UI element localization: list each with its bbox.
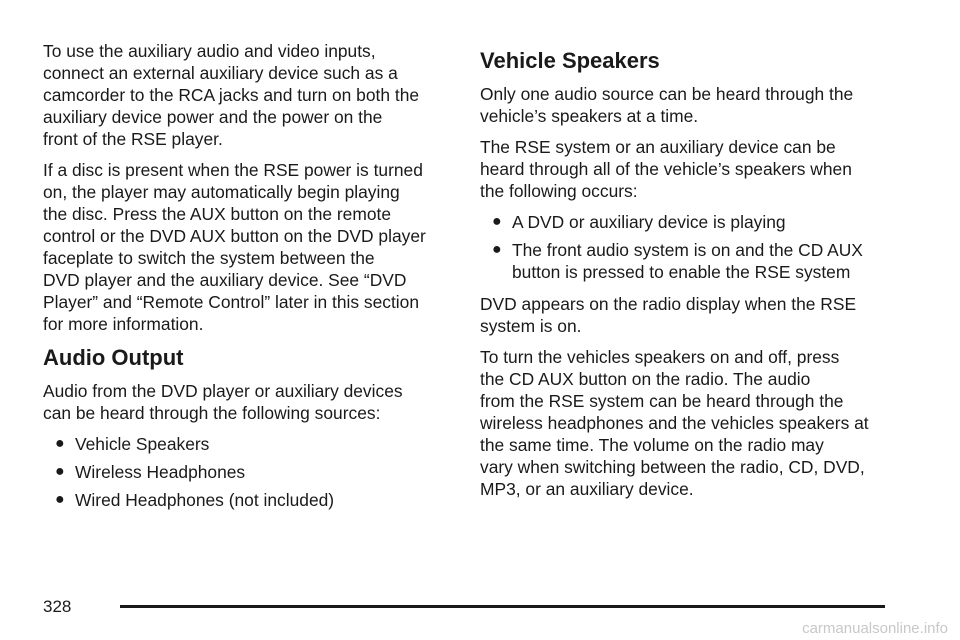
text-line: heard through all of the vehicle’s speakers when bbox=[480, 159, 852, 179]
disc-paragraph bbox=[43, 159, 453, 335]
text-line: DVD appears on the radio display when the RSE bbox=[480, 294, 857, 314]
text-line: wireless headphones and the vehicles speakers at bbox=[480, 413, 869, 433]
page-number: 328 bbox=[43, 597, 72, 616]
text-line: Only one audio source can be heard through the bbox=[480, 84, 854, 104]
intro-paragraph bbox=[43, 40, 453, 150]
list-item-text: A DVD or auxiliary device is playing bbox=[512, 212, 786, 232]
text-line: The RSE system or an auxiliary device can be bbox=[480, 137, 836, 157]
audio-output-heading: Audio Output bbox=[43, 345, 184, 370]
text-line: connect an external auxiliary device such as a bbox=[43, 63, 398, 83]
text-line: control or the DVD AUX button on the DVD player bbox=[43, 226, 426, 246]
text-line: the same time. The volume on the radio may bbox=[480, 435, 824, 455]
list-item-text: Vehicle Speakers bbox=[75, 434, 210, 454]
text-line: on, the player may automatically begin playing bbox=[43, 182, 400, 202]
text-line: the disc. Press the AUX button on the remote bbox=[43, 204, 392, 224]
text-line: auxiliary device power and the power on the bbox=[43, 107, 383, 127]
list-item bbox=[43, 461, 453, 483]
bullet-icon: ● bbox=[55, 463, 65, 480]
conditions-list bbox=[480, 211, 900, 283]
text-line: the following occurs: bbox=[480, 181, 638, 201]
list-item-text: Wireless Headphones bbox=[75, 462, 246, 482]
bullet-icon: ● bbox=[55, 435, 65, 452]
list-item bbox=[480, 239, 900, 283]
text-line: system is on. bbox=[480, 316, 582, 336]
page-footer bbox=[43, 596, 885, 620]
text-line: Audio from the DVD player or auxiliary devices bbox=[43, 381, 403, 401]
list-item-text: button is pressed to enable the RSE system bbox=[512, 262, 851, 282]
list-item bbox=[43, 433, 453, 455]
text-line: for more information. bbox=[43, 314, 204, 334]
text-line: faceplate to switch the system between the bbox=[43, 248, 375, 268]
radio-display-paragraph bbox=[480, 293, 900, 337]
text-line: DVD player and the auxiliary device. See “DVD bbox=[43, 270, 407, 290]
text-line: If a disc is present when the RSE power is turned bbox=[43, 160, 423, 180]
text-line: MP3, or an auxiliary device. bbox=[480, 479, 694, 499]
text-line: the CD AUX button on the radio. The audio bbox=[480, 369, 811, 389]
text-line: Player” and “Remote Control” later in this section bbox=[43, 292, 419, 312]
vehicle-speakers-heading: Vehicle Speakers bbox=[480, 48, 660, 73]
rse-speakers-paragraph bbox=[480, 136, 900, 202]
text-line: vary when switching between the radio, CD, DVD, bbox=[480, 457, 865, 477]
text-line: vehicle’s speakers at a time. bbox=[480, 106, 699, 126]
single-source-paragraph bbox=[480, 83, 900, 127]
list-item bbox=[480, 211, 900, 233]
text-line: from the RSE system can be heard through the bbox=[480, 391, 844, 411]
text-line: can be heard through the following sources: bbox=[43, 403, 381, 423]
audio-sources-list bbox=[43, 433, 453, 511]
speakers-toggle-paragraph bbox=[480, 346, 900, 500]
text-line: front of the RSE player. bbox=[43, 129, 223, 149]
left-column bbox=[43, 40, 453, 521]
list-item-text: The front audio system is on and the CD AUX bbox=[512, 240, 863, 260]
list-item bbox=[43, 489, 453, 511]
watermark: carmanualsonline.info bbox=[802, 620, 948, 637]
bullet-icon: ● bbox=[492, 241, 502, 258]
text-line: To turn the vehicles speakers on and off, press bbox=[480, 347, 840, 367]
text-line: To use the auxiliary audio and video inputs, bbox=[43, 41, 376, 61]
right-column bbox=[480, 47, 900, 509]
bullet-icon: ● bbox=[492, 213, 502, 230]
footer-rule bbox=[120, 605, 885, 608]
audio-output-paragraph bbox=[43, 380, 453, 424]
list-item-text: Wired Headphones (not included) bbox=[75, 490, 335, 510]
bullet-icon: ● bbox=[55, 491, 65, 508]
text-line: camcorder to the RCA jacks and turn on both the bbox=[43, 85, 420, 105]
